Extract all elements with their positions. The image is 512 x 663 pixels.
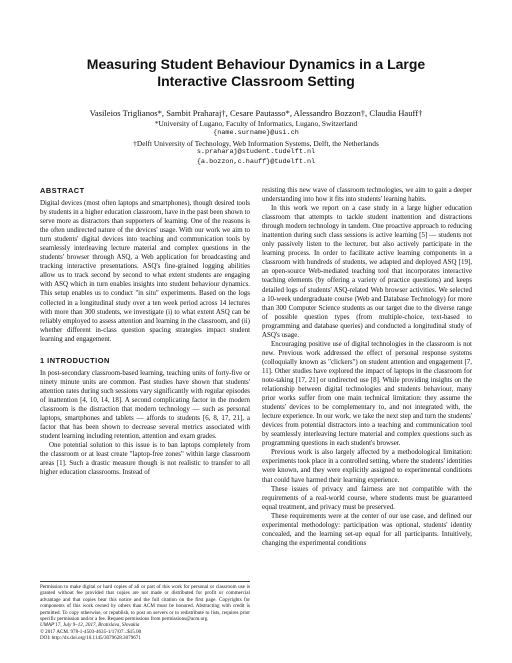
introduction-heading: 1 INTRODUCTION — [40, 355, 110, 365]
body-paragraph-3: Encouraging positive use of digital technologies in the classroom is not new. Previous work addressed the effect of personal response systems (colloquially known as "clickers") on student attention and engagement [7, 11]. Other studies have explored the impact of laptops in the classroom for note-taking [17, 21] or undirected use [8]. While providing insights on the relationship between digital technologies and students behaviour, many prior works suffer from one main technical limitation: they assume the students' devices to be complementary to, and not integrated with, the lecture experience. In our work, we take the next step and turn the students' devices from potential distractors into a teaching and communication tool by seamlessly interleaving lecture material and complex questions such as programming questions in each student's browser. — [262, 339, 472, 448]
footnote-doi: DOI: http://dx.doi.org/10.1145/3079628.3079671 — [40, 635, 141, 642]
intro-paragraph-1: In post-secondary classroom-based learning, teaching units of forty-five or ninety minute units are common. Past studies have shown that students' attention rates during such sessions vary significantly with regular episodes of inattention [4, 10, 14, 18]. A second complicating factor in the modern classroom is the distraction that modern technology — such as personal laptops, smartphones and tablets — affords to students [6, 8, 17, 21], a factor that has been shown to decrease several metrics associated with student learning including retention, attention and exam grades. — [40, 368, 250, 441]
footnote-copyright: © 2017 ACM. 978-1-4503-4635-1/17/07...$15.00 — [40, 628, 142, 635]
footnote-permission: Permission to make digital or hard copies of all or part of this work for personal or classroom use is granted without fee provided that copies are not made or distributed for profit or commercial advantage and that copies bear this notice and the full citation on the first page. Copyrights for components of this work owned by others than ACM must be honored. Abstracting with credit is permitted. To copy otherwise, or republish, to post on servers or to redistribute to lists, requires prior specific permission and/or a fee. Request permissions from permissions@acm.org. — [40, 584, 250, 623]
body-paragraph-2: In this work we report on a case study in a large higher education classroom that attempts to tackle student inattention and distractions through modern technology in tandem. One proactive approach to reducing inattention during such class sessions is active learning [5] — students not only passively listen to the lecturer, but also actively participate in the learning process. In order to facilitate active learning components in a classroom with hundreds of students, we adapted and deployed ASQ [19], an open-source Web-mediated teaching tool that incorporates interactive teaching elements (by offering a variety of practice questions) and keeps detailed logs of students' ASQ-related Web browser activities. We selected a 10-week undergraduate course (Web and Database Technology) for more than 300 Computer Science students as our target due to the diverse range of possible question types (from multiple-choice, text-based to programming and database queries) and conducted a longitudinal study of ASQ's usage. — [262, 204, 472, 339]
email-student: s.praharaj@student.tudelft.nl — [196, 148, 316, 157]
intro-paragraph-2: One potential solution to this issue is to ban laptops completely from the classroom or at least create "laptop-free zones" within large classroom areas [1]. Such a drastic measure though is not realistic to transfer to all higher education classrooms. Instead of — [40, 441, 250, 477]
body-paragraph-6: These requirements were at the center of our use case, and defined our experimental methodology: participation was optional, students' identity concealed, and the learning set-up equal for all participants. Intuitively, changing the experimental conditions — [262, 511, 472, 547]
affiliation-tudelft: †Delft University of Technology, Web Information Systems, Delft, the Netherlands — [133, 138, 379, 148]
body-paragraph-1: resisting this new wave of classroom technologies, we aim to gain a deeper understanding into how it fits into students' learning habits. — [262, 186, 472, 204]
body-paragraph-4: Previous work is also largely affected by a methodological limitation: experiments took place in a controlled setting, where the students' identities were known, and they were explicitly assigned to experimental conditions that could have harmed their learning experience. — [262, 448, 472, 484]
affiliation-usi: *University of Lugano, Faculty of Informatics, Lugano, Switzerland — [154, 119, 358, 128]
permission-footnote — [40, 581, 250, 642]
abstract-heading: ABSTRACT — [40, 186, 85, 195]
footnote-venue: UMAP'17, July 9–12, 2017, Bratislava, Slovakia — [40, 622, 140, 629]
left-column — [40, 186, 250, 548]
paper-title: Measuring Student Behaviour Dynamics in a Large Interactive Classroom Setting — [86, 56, 426, 89]
email-tudelft: {a.bozzon,c.hauff}@tudelft.nl — [196, 158, 316, 167]
email-usi: {name.surname}@usi.ch — [213, 128, 299, 137]
body-columns — [40, 186, 472, 548]
abstract-text: Digital devices (most often laptops and smartphones), though desired tools by students in a higher education classroom, have in the past been shown to serve more as distractors than supporters of learning. One of the reasons is the often undirected nature of the devices' usage. With our work we aim to turn students' digital devices into teaching and communication tools by seamlessly interleaving lecture material and complex questions in the students' browser through ASQ, a Web application for broadcasting and tracking interactive presentations. ASQ's fine-grained logging abilities allow us to track second by second to what extent students are engaging with ASQ which in turn enables insights into student behaviour dynamics. This setup enables us to conduct "in situ" experiments. Based on the logs collected in a longitudinal study over a ten week period across 14 lectures with more than 300 students, we investigate (i) to what extent ASQ can be reliably employed to assess attention and learning in the classroom, and (ii) whether different in-class question spacing strategies impact student learning and engagement. — [40, 199, 251, 343]
author-list: Vasileios Triglianos*, Sambit Praharaj†, Cesare Pautasso*, Alessandro Bozzon†, Claudia Hauff† — [89, 108, 423, 118]
right-column — [262, 186, 472, 548]
body-paragraph-5: These issues of privacy and fairness are not compatible with the requirements of a real-world course, where students must be guaranteed equal treatment, and privacy must be preserved. — [262, 484, 472, 511]
